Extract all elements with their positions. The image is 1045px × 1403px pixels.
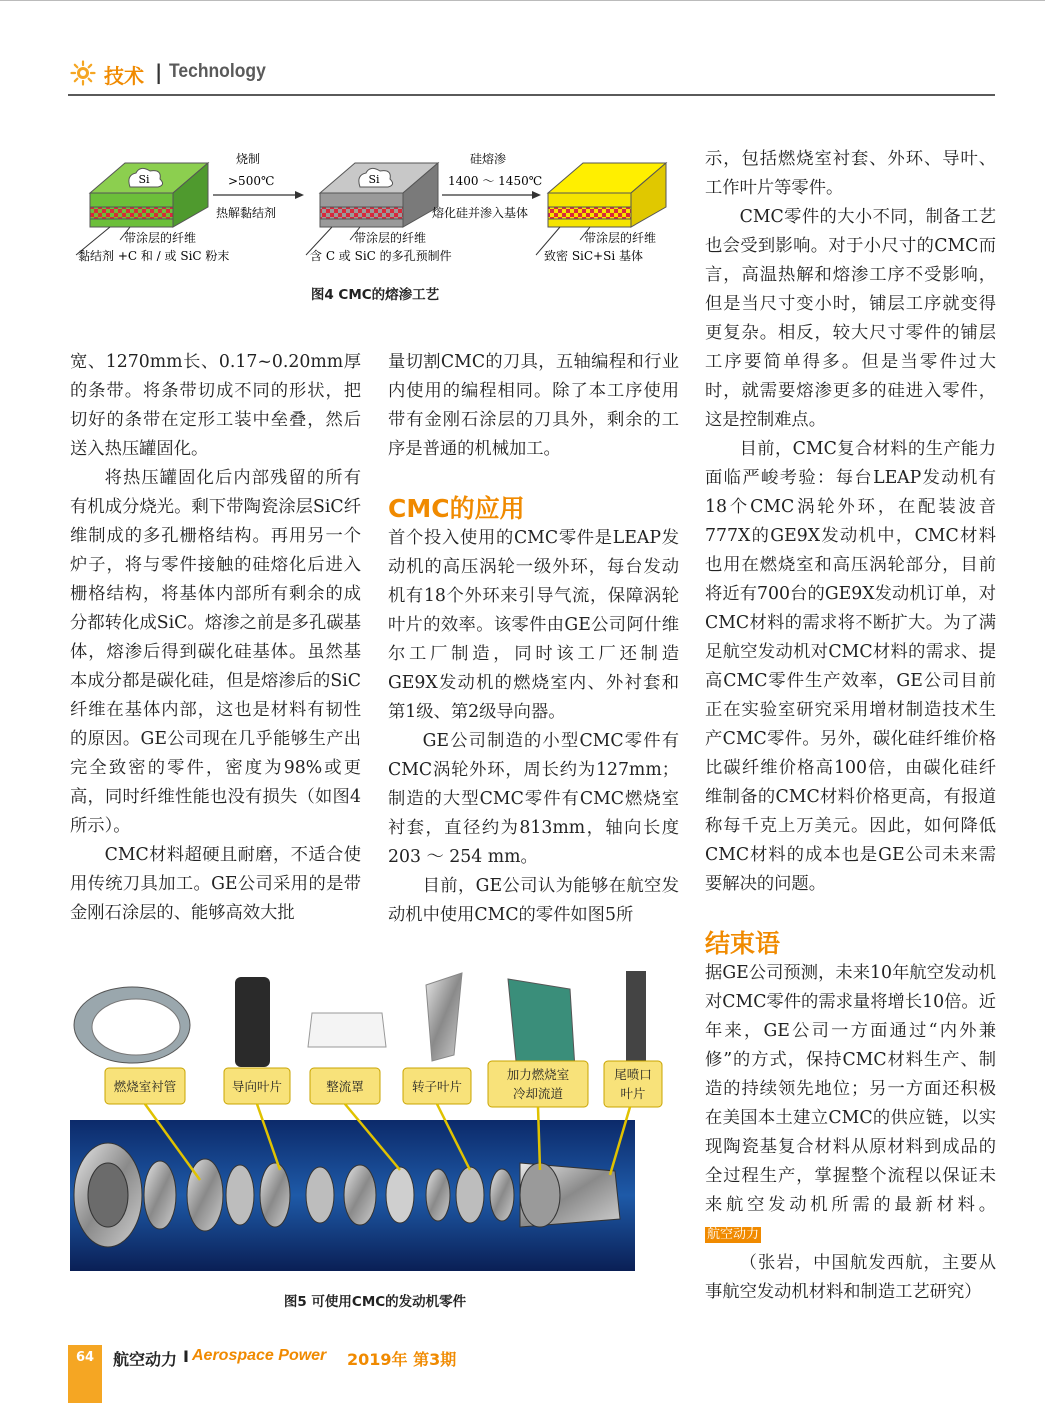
col2-para2: 首个投入使用的CMC零件是LEAP发动机的高压涡轮一级外环，每台发动机有18个外环来引导气流，保障涡轮叶片的效率。该零件由GE公司阿什维尔工厂制造，同时该工厂还制造GE9X发动机的燃烧室内、外衬套和第1级、第2级导向器。 <box>388 528 679 722</box>
part-guide-vane <box>235 977 270 1067</box>
block1-si: Si <box>138 173 150 186</box>
figure4-diagram <box>70 145 680 270</box>
col3-para1: 示，包括燃烧室衬套、外环、导叶、工作叶片等零件。 <box>705 149 996 198</box>
step2-bottom: 熔化硅并渗入基体 <box>432 206 529 220</box>
part-fairing <box>308 1013 386 1047</box>
column-1 <box>70 348 361 928</box>
end-badge: 航空动力 <box>707 1226 760 1242</box>
label-rotor-blade: 转子叶片 <box>411 1079 463 1094</box>
header-separator: | <box>155 60 163 84</box>
col3-para3: 目前，CMC复合材料的生产能力面临严峻考验：每台LEAP发动机有18个CMC涡轮外环，在配装波音777X的GE9X发动机中，CMC材料也用在燃烧室和高压涡轮部分，目前将近有700台的GE9X发动机订单，对CMC材料的需求将不断扩大。为了满足航空发动机对CMC材料的需求、提高CMC零件生产效率，GE公司目前正在实验室研究采用增材制造技术生产CMC零件。另外，碳化硅纤维价格比碳纤维价格高100倍，由碳化硅纤维制备的CMC材料价格更高，有报道称每千克上万美元。因此，如何降低CMC材料的成本也是GE公司未来需要解决的问题。 <box>705 439 996 894</box>
heading-conclusion: 结束语 <box>705 929 781 958</box>
top-border <box>0 0 1045 1</box>
label-afterburner-duct: 加力燃烧室 <box>506 1067 570 1082</box>
figure5-caption: 图5 可使用CMC的发动机零件 <box>283 1294 467 1310</box>
part-combustor-liner <box>74 987 190 1063</box>
step1-top: 烧制 <box>236 152 261 166</box>
footer-separator: I <box>183 1347 189 1366</box>
journal-issue: 2019年 第3期 <box>347 1350 457 1369</box>
block1 <box>90 163 208 227</box>
block2-layer: 带涂层的纤维 <box>354 231 427 245</box>
block3-layer: 带涂层的纤维 <box>584 231 657 245</box>
block1-layer: 带涂层的纤维 <box>124 231 197 245</box>
step1-temp: >500℃ <box>228 174 275 188</box>
column-3 <box>705 145 996 1307</box>
block2-si: Si <box>368 173 380 186</box>
block3-matrix: 致密 SiC+Si 基体 <box>544 249 643 263</box>
col3-para4-text: 据GE公司预测，未来10年航空发动机对CMC零件的需求量将增长10倍。近年来，GE公司一方面通过“内外兼修”的方式，保持CMC材料生产、制造的持续领先地位；另一方面还积极在美国本土建立CMC的供应链，以实现陶瓷基复合材料从原材料到成品的全过程生产，掌握整个流程以保证未来航空发动机所需的最新材料。 <box>705 963 996 1215</box>
header-rule <box>68 94 995 96</box>
block1-matrix: 黏结剂 +C 和 / 或 SiC 粉末 <box>78 249 230 263</box>
label-combustor-liner: 燃烧室衬管 <box>113 1079 177 1094</box>
label-nozzle-vane-2: 叶片 <box>620 1086 646 1101</box>
heading-cmc-application: CMC的应用 <box>388 494 525 523</box>
section-title-en: Technology <box>169 61 266 82</box>
sun-icon <box>70 60 96 86</box>
part-afterburner-duct <box>508 979 575 1069</box>
step2-top: 硅熔渗 <box>470 152 507 166</box>
section-title-cn: 技术 <box>104 64 144 88</box>
column-2 <box>388 348 679 930</box>
journal-name-cn: 航空动力 <box>113 1350 178 1369</box>
block2 <box>320 163 438 227</box>
block3 <box>548 163 666 227</box>
col1-para3: CMC材料超硬且耐磨，不适合使用传统刀具加工。GE公司采用的是带金刚石涂层的、能够高效大批 <box>70 845 361 923</box>
col3-para2: CMC零件的大小不同，制备工艺也会受到影响。对于小尺寸的CMC而言，高温热解和熔渗工序不受影响，但是当尺寸变小时，铺层工序就变得更复杂。相反，较大尺寸零件的铺层工序要简单得多。但是当零件过大时，就需要熔渗更多的硅进入零件，这是控制难点。 <box>705 207 996 430</box>
figure4-caption: 图4 CMC的熔渗工艺 <box>310 287 440 303</box>
col1-para1: 宽、1270mm长、0.17~0.20mm厚的条带。将条带切成不同的形状，把切好的条带在定形工装中垒叠，然后送入热压罐固化。 <box>70 352 361 459</box>
label-afterburner-duct-2: 冷却流道 <box>512 1086 564 1101</box>
author-signature: （张岩，中国航发西航，主要从事航空发动机材料和制造工艺研究） <box>705 1253 996 1302</box>
step2-temp: 1400 ～ 1450℃ <box>448 174 543 188</box>
part-nozzle-vane <box>626 971 646 1065</box>
col3-para4 <box>705 959 996 1249</box>
label-nozzle-vane: 尾喷口 <box>614 1067 652 1082</box>
page-number: 64 <box>75 1350 95 1365</box>
label-fairing: 整流罩 <box>326 1079 364 1094</box>
figure5-image <box>70 965 652 1271</box>
block2-matrix: 含 C 或 SiC 的多孔预制件 <box>310 249 452 263</box>
journal-name-en: Aerospace Power <box>192 1347 327 1364</box>
step1-bottom: 热解黏结剂 <box>216 206 277 220</box>
col2-para4: 目前，GE公司认为能够在航空发动机中使用CMC的零件如图5所 <box>388 876 679 925</box>
col2-para3: GE公司制造的小型CMC零件有CMC涡轮外环，周长约为127mm；制造的大型CMC零件有CMC燃烧室衬套，直径约为813mm，轴向长度203 ～ 254 mm。 <box>388 731 679 867</box>
label-guide-vane: 导向叶片 <box>231 1079 283 1094</box>
col1-para2: 将热压罐固化后内部残留的所有有机成分烧光。剩下带陶瓷涂层SiC纤维制成的多孔栅格结构。再用另一个炉子，将与零件接触的硅熔化后进入栅格结构，将基体内部所有剩余的成分都转化成SiC。熔渗之前是多孔碳基体，熔渗后得到碳化硅基体。虽然基本成分都是碳化硅，但是熔渗后的SiC纤维在基体内部，这也是材料有韧性的原因。GE公司现在几乎能够生产出完全致密的零件，密度为98%或更高，同时纤维性能也没有损失（如图4所示）。 <box>70 468 361 836</box>
col2-para1: 量切割CMC的刀具，五轴编程和行业内使用的编程相同。除了本工序使用带有金刚石涂层的刀具外，剩余的工序是普通的机械加工。 <box>388 352 679 459</box>
